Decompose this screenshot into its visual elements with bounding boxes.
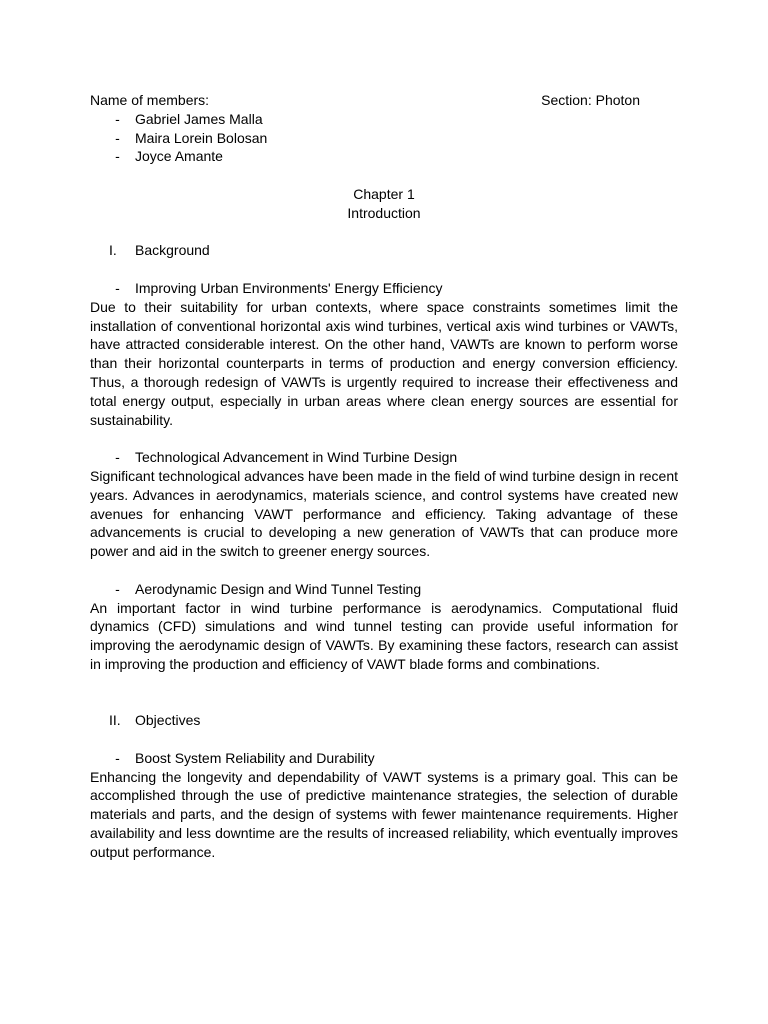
bullet-dash: - [115, 148, 120, 165]
paragraph: Due to their suitability for urban contexts, where space constraints sometimes limit the installation of conventional horizontal axis wind turbines, vertical axis wind turbines or VAWTs, have attracted considerable interest. On the other hand, VAWTs are known to perform worse than their horizontal counterparts in terms of production and energy conversion efficiency. Thus, a thorough redesign of VAWTs is urgently required to increase their effectiveness and total energy output, especially in urban areas where clean energy sources are essential for sustainability. [90, 298, 678, 428]
paragraph: Significant technological advances have been made in the field of wind turbine design in recent years. Advances in aerodynamics, materials science, and control systems have created new avenues for enhancing VAWT performance and efficiency. Taking advantage of these advancements is crucial to developing a new generation of VAWTs that can produce more power and aid in the switch to greener energy sources. [90, 467, 678, 560]
section-numeral: II. [109, 712, 121, 729]
subheading [90, 580, 678, 599]
bullet-dash: - [115, 279, 120, 296]
document-content [90, 91, 678, 862]
chapter-number: Chapter 1 [353, 185, 415, 202]
bullet-dash: - [115, 129, 120, 146]
subheading-text: Technological Advancement in Wind Turbine Design [135, 449, 458, 466]
bullet-dash: - [115, 749, 120, 766]
section-title: Objectives [135, 712, 201, 729]
section-heading [90, 711, 678, 730]
subheading-text: Boost System Reliability and Durability [135, 749, 375, 766]
section-title: Background [135, 242, 210, 259]
subheading [90, 448, 678, 467]
subheading-text: Aerodynamic Design and Wind Tunnel Testing [135, 580, 422, 597]
bullet-dash: - [115, 110, 120, 127]
member-item [90, 147, 678, 166]
member-name: Maira Lorein Bolosan [135, 129, 268, 146]
section-label: Section: Photon [541, 92, 640, 108]
bullet-dash: - [115, 449, 120, 466]
member-name: Gabriel James Malla [135, 110, 263, 127]
header-row [90, 91, 678, 110]
subheading-text: Improving Urban Environments' Energy Efficiency [135, 279, 443, 296]
subheading [90, 279, 678, 298]
section-numeral: I. [109, 242, 117, 259]
subheading [90, 749, 678, 768]
member-item [90, 129, 678, 148]
section-heading [90, 241, 678, 260]
member-name: Joyce Amante [135, 148, 223, 165]
bullet-dash: - [115, 580, 120, 597]
paragraph: Enhancing the longevity and dependability of VAWT systems is a primary goal. This can be accomplished through the use of predictive maintenance strategies, the selection of durable materials and parts, and the design of systems with fewer maintenance requirements. Higher availability and less downtime are the results of increased reliability, which eventually improves output performance. [90, 768, 678, 860]
members-label: Name of members: [90, 92, 210, 108]
member-item [90, 110, 678, 129]
paragraph: An important factor in wind turbine performance is aerodynamics. Computational fluid dynamics (CFD) simulations and wind tunnel testing can provide useful information for improving the aerodynamic design of VAWTs. By examining these factors, research can assist in improving the production and efficiency of VAWT blade forms and combinations. [90, 599, 678, 672]
chapter-title: Introduction [347, 204, 421, 221]
